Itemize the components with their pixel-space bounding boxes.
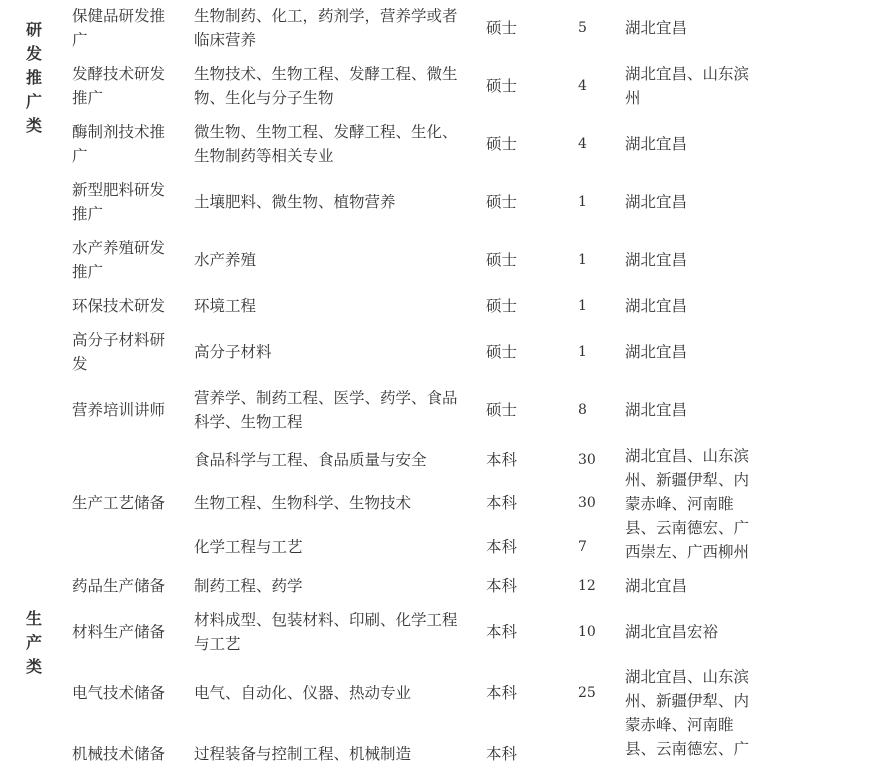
degree: 本科 [486,451,518,469]
work-location-merged: 湖北宜昌、山东滨 州、新疆伊犁、内 蒙赤峰、河南睢 县、云南德宏、广 [625,668,750,758]
degree: 本科 [486,745,518,763]
major-requirement: 生物工程、生物科学、生物技术 [194,494,412,512]
position-name: 酶制剂技术推 广 [72,123,166,165]
work-location: 湖北宜昌 [625,343,688,361]
degree: 硕士 [486,77,518,95]
position-name: 机械技术储备 [72,745,166,763]
work-location: 湖北宜昌 [625,577,688,595]
degree: 硕士 [486,343,518,361]
headcount: 30 [578,495,596,511]
headcount: 30 [578,452,596,468]
headcount: 7 [578,539,587,555]
position-name: 新型肥料研发 推广 [72,181,166,223]
position-name: 营养培训讲师 [72,401,166,419]
work-location: 湖北宜昌、山东滨 州 [625,65,750,107]
position-name: 水产养殖研发 推广 [72,239,166,281]
position-name: 材料生产储备 [72,623,166,641]
degree: 硕士 [486,401,518,419]
headcount: 25 [578,685,596,701]
headcount: 4 [578,78,587,94]
headcount: 1 [578,252,587,268]
headcount: 4 [578,136,587,152]
position-name: 环保技术研发 [72,297,166,315]
major-requirement: 水产养殖 [194,251,257,269]
headcount: 1 [578,344,587,360]
work-location: 湖北宜昌 [625,297,688,315]
major-requirement: 生物技术、生物工程、发酵工程、微生 物、生化与分子生物 [194,65,458,107]
degree: 硕士 [486,251,518,269]
position-name: 高分子材料研 发 [72,331,166,373]
work-location: 湖北宜昌 [625,19,688,37]
category-research: 研发推广类 [25,20,42,135]
major-requirement: 微生物、生物工程、发酵工程、生化、 生物制药等相关专业 [194,123,458,165]
position-name: 药品生产储备 [72,577,166,595]
degree: 硕士 [486,297,518,315]
headcount: 5 [578,20,587,36]
work-location: 湖北宜昌 [625,401,688,419]
degree: 硕士 [486,135,518,153]
headcount: 1 [578,298,587,314]
headcount: 12 [578,578,596,594]
major-requirement: 环境工程 [194,297,257,315]
degree: 本科 [486,684,518,702]
work-location: 湖北宜昌 [625,251,688,269]
major-requirement: 营养学、制药工程、医学、药学、食品 科学、生物工程 [194,389,458,431]
degree: 本科 [486,623,518,641]
headcount: 1 [578,194,587,210]
headcount: 8 [578,402,587,418]
category-production: 生产类 [25,609,42,676]
major-requirement: 材料成型、包装材料、印刷、化学工程 与工艺 [194,611,458,653]
degree: 本科 [486,538,518,556]
major-requirement: 电气、自动化、仪器、热动专业 [194,684,412,702]
degree: 本科 [486,577,518,595]
position-name: 生产工艺储备 [72,494,166,512]
headcount: 10 [578,624,596,640]
position-name: 发酵技术研发 推广 [72,65,166,107]
work-location: 湖北宜昌 [625,193,688,211]
major-requirement: 土壤肥料、微生物、植物营养 [194,193,396,211]
degree: 本科 [486,494,518,512]
position-name: 电气技术储备 [72,684,166,702]
major-requirement: 高分子材料 [194,343,272,361]
position-name: 保健品研发推 广 [72,7,166,49]
major-requirement: 食品科学与工程、食品质量与安全 [194,451,427,469]
major-requirement: 过程装备与控制工程、机械制造 [194,745,412,763]
work-location: 湖北宜昌 [625,135,688,153]
major-requirement: 制药工程、药学 [194,577,303,595]
major-requirement: 化学工程与工艺 [194,538,303,556]
degree: 硕士 [486,193,518,211]
work-location: 湖北宜昌宏裕 [625,623,719,641]
degree: 硕士 [486,19,518,37]
major-requirement: 生物制药、化工，药剂学，营养学或者 临床营养 [194,7,458,49]
work-location-merged: 湖北宜昌、山东滨 州、新疆伊犁、内 蒙赤峰、河南睢 县、云南德宏、广 西崇左、广西柳州 [625,447,750,561]
